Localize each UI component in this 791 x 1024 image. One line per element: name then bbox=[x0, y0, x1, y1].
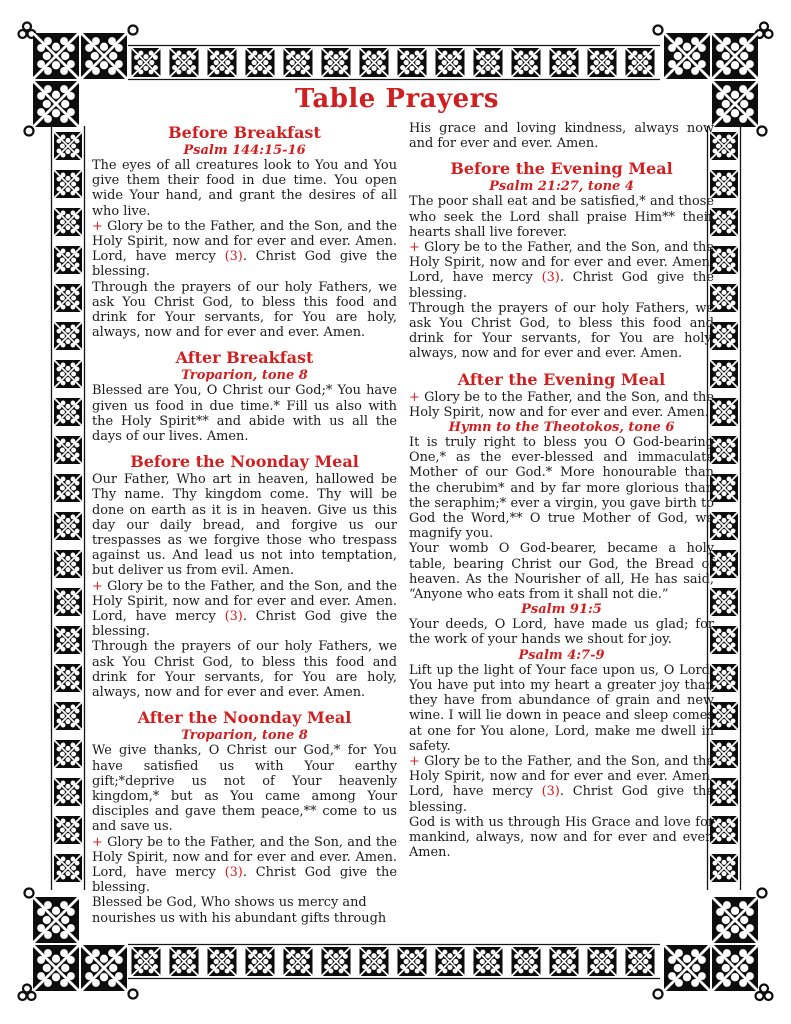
text-segment: Your deeds, O Lord, have made us glad; for the work of your hands we shout for joy. bbox=[409, 617, 714, 648]
red-text-segment: (3) bbox=[541, 270, 560, 286]
border-tile bbox=[132, 48, 161, 77]
border-tile bbox=[710, 208, 738, 236]
text-segment: Blessed are You, O Christ our God;* You have given us food in due time.* Fill us also with the Holy Spirit** and abide with us all the days of our lives. Amen. bbox=[92, 383, 397, 445]
section-subheading: Psalm 21:27, tone 4 bbox=[489, 179, 634, 195]
red-text-segment: + bbox=[409, 240, 425, 256]
border-tile bbox=[360, 48, 389, 77]
border-tile bbox=[550, 947, 579, 976]
border-tile bbox=[436, 48, 465, 77]
border-tile bbox=[81, 33, 127, 79]
border-tile bbox=[710, 398, 738, 426]
border-tile bbox=[710, 512, 738, 540]
border-tile bbox=[710, 132, 738, 160]
text-segment: The eyes of all creatures look to You and You give them their food in due time. You open wide Your hand, and grant the desires of all who live. bbox=[92, 158, 397, 219]
border-tile bbox=[208, 48, 237, 77]
text-segment: Your womb O God-bearer, became a holy table, bearing Christ our God, the Bread of heaven. As the Nourisher of all, He has said, “Anyone who eats from it shall not die.” bbox=[409, 541, 714, 603]
border-tile bbox=[284, 947, 313, 976]
text-segment: We give thanks, O Christ our God,* for You have satisfied us with Your earthy gift;*deprive us not of Your heavenly kingdom,* but as You came among Your disciples and gave them peace,** come to us and save us. bbox=[92, 743, 397, 835]
section-heading: After Breakfast bbox=[175, 348, 314, 368]
border-tile bbox=[54, 550, 82, 578]
text-segment: . Christ God give the blessing. bbox=[92, 864, 397, 896]
border-tile bbox=[710, 626, 738, 654]
section-heading: Before Breakfast bbox=[168, 123, 321, 142]
border-tile bbox=[710, 436, 738, 464]
prayer-paragraph bbox=[409, 301, 714, 362]
border-tile bbox=[712, 945, 758, 991]
border-tile bbox=[132, 947, 161, 976]
border-tile bbox=[54, 398, 82, 426]
border-tile bbox=[33, 81, 79, 127]
text-segment: Glory be to the Father, and the Son, and the Holy Spirit, now and for ever and ever. Amen. Lord, have mercy bbox=[92, 218, 397, 265]
border-tile bbox=[54, 626, 82, 654]
border-tile bbox=[710, 816, 738, 844]
red-text-segment: + bbox=[92, 834, 108, 850]
border-tile bbox=[54, 246, 82, 274]
prayer-paragraph bbox=[409, 754, 714, 815]
border-tile bbox=[170, 947, 199, 976]
prayer-paragraph bbox=[92, 472, 397, 578]
border-tile bbox=[626, 48, 655, 77]
border-tile bbox=[710, 702, 738, 730]
border-tile bbox=[512, 48, 541, 77]
prayer-paragraph bbox=[409, 617, 714, 647]
border-tile bbox=[54, 284, 82, 312]
text-segment: It is truly right to bless you O God-bearing One,* as the ever-blessed and immaculate Mother of our God.* More honourable than the cherubim* and by far more glorious than the seraphim;* ever a virgin, you gave birth to God the Word,** O true Mother of God, we magnify you. bbox=[409, 435, 714, 542]
border-tile bbox=[54, 702, 82, 730]
red-text-segment: (3) bbox=[224, 864, 243, 880]
prayer-paragraph bbox=[409, 541, 714, 602]
border-tile bbox=[398, 48, 427, 77]
border-tile bbox=[54, 208, 82, 236]
section-heading: Before the Evening Meal bbox=[450, 159, 673, 179]
prayer-paragraph bbox=[92, 383, 397, 444]
column-right bbox=[409, 121, 714, 926]
prayer-paragraph bbox=[92, 579, 397, 640]
border-tile bbox=[170, 48, 199, 77]
section-subheading: Psalm 91:5 bbox=[521, 602, 602, 618]
text-segment: . Christ God give the blessing. bbox=[92, 249, 397, 280]
red-text-segment: + bbox=[409, 753, 425, 769]
prayer-paragraph bbox=[92, 835, 397, 896]
text-segment: Glory be to the Father, and the Son, and the Holy Spirit, now and for ever and ever. Amen. Lord, have mercy bbox=[92, 834, 397, 880]
text-segment: Blessed be God, Who shows us mercy and nourishes us with his abundant gifts through bbox=[92, 895, 387, 926]
red-text-segment: (3) bbox=[224, 249, 243, 265]
border-tile bbox=[712, 33, 758, 79]
border-tile bbox=[712, 81, 758, 127]
border-tile bbox=[712, 897, 758, 943]
border-tile bbox=[664, 33, 710, 79]
prayer-paragraph bbox=[409, 435, 714, 541]
section-subheading: Psalm 144:15-16 bbox=[183, 143, 306, 158]
border-tile bbox=[710, 740, 738, 768]
section-subheading: Hymn to the Theotokos, tone 6 bbox=[448, 420, 675, 436]
border-tile bbox=[710, 474, 738, 502]
border-tile bbox=[54, 360, 82, 388]
border-tile bbox=[33, 945, 79, 991]
prayer-paragraph bbox=[409, 815, 714, 861]
text-segment: Through the prayers of our holy Fathers, we ask You Christ God, to bless this food and drink for Your servants, for You are holy, always, now and for ever and ever. Amen. bbox=[92, 279, 397, 341]
prayer-columns bbox=[92, 121, 714, 926]
border-tile bbox=[33, 33, 79, 79]
section-heading: After the Evening Meal bbox=[457, 369, 666, 389]
text-segment: Our Father, Who art in heaven, hallowed be Thy name. Thy kingdom come. Thy will be done on earth as it is in heaven. Give us this day our daily bread, and forgive us our trespasses as we forgive those who trespass against us. And lead us not into temptation, but deliver us from evil. Amen. bbox=[92, 472, 397, 579]
text-segment: Glory be to the Father, and the Son, and the Holy Spirit, now and for ever and ever. Amen. Lord, have mercy bbox=[409, 753, 714, 800]
border-tile bbox=[550, 48, 579, 77]
border-tile bbox=[322, 947, 351, 976]
text-segment: Glory be to the Father, and the Son, and the Holy Spirit, now and for ever and ever. Amen. Lord, have mercy bbox=[409, 240, 714, 286]
border-tile bbox=[710, 170, 738, 198]
border-tile bbox=[710, 550, 738, 578]
border-tile bbox=[436, 947, 465, 976]
prayer-paragraph bbox=[92, 280, 397, 341]
text-segment: Through the prayers of our holy Fathers, we ask You Christ God, to bless this food and drink for Your servants, for You are holy, always, now and for ever and ever. Amen. bbox=[409, 300, 714, 362]
red-text-segment: + bbox=[92, 578, 108, 594]
prayer-paragraph bbox=[409, 390, 714, 420]
red-text-segment: + bbox=[409, 389, 425, 405]
border-tile bbox=[54, 436, 82, 464]
text-segment: The poor shall eat and be satisfied,* and those who seek the Lord shall praise Him** their hearts shall live forever. bbox=[409, 194, 714, 240]
red-text-segment: + bbox=[92, 218, 108, 234]
border-tile bbox=[54, 474, 82, 502]
text-segment: God is with us through His Grace and love for mankind, always, now and for ever and ever. Amen. bbox=[409, 814, 714, 861]
prayer-paragraph bbox=[92, 158, 397, 219]
text-segment: . Christ God give the blessing. bbox=[409, 270, 714, 301]
section-heading: Before the Noonday Meal bbox=[130, 452, 359, 472]
red-text-segment: (3) bbox=[224, 609, 243, 625]
text-segment: . Christ God give the blessing. bbox=[92, 609, 397, 640]
border-tile bbox=[626, 947, 655, 976]
prayer-paragraph bbox=[409, 121, 714, 151]
border-tile bbox=[664, 945, 710, 991]
prayer-paragraph bbox=[409, 194, 714, 240]
border-tile bbox=[398, 947, 427, 976]
prayer-paragraph bbox=[92, 895, 397, 925]
border-tile bbox=[474, 48, 503, 77]
border-tile bbox=[710, 284, 738, 312]
prayer-paragraph bbox=[92, 219, 397, 280]
text-segment: . Christ God give the blessing. bbox=[409, 784, 714, 815]
border-tile bbox=[54, 816, 82, 844]
border-tile bbox=[710, 664, 738, 692]
border-tile bbox=[710, 854, 738, 882]
border-tile bbox=[54, 132, 82, 160]
section-heading: After the Noonday Meal bbox=[137, 708, 352, 728]
border-tile bbox=[588, 48, 617, 77]
border-tile bbox=[81, 945, 127, 991]
text-segment: His grace and loving kindness, always now and for ever and ever. Amen. bbox=[409, 121, 714, 152]
border-tile bbox=[54, 778, 82, 806]
border-tile bbox=[208, 947, 237, 976]
border-tile bbox=[54, 740, 82, 768]
border-tile bbox=[284, 48, 313, 77]
section-subheading: Troparion, tone 8 bbox=[181, 368, 308, 384]
border-tile bbox=[246, 48, 275, 77]
prayer-paragraph bbox=[409, 240, 714, 301]
border-tile bbox=[360, 947, 389, 976]
border-tile bbox=[474, 947, 503, 976]
border-tile bbox=[54, 322, 82, 350]
prayer-paragraph bbox=[92, 639, 397, 700]
red-text-segment: (3) bbox=[541, 784, 560, 800]
border-tile bbox=[54, 588, 82, 616]
border-tile bbox=[710, 322, 738, 350]
border-tile bbox=[710, 778, 738, 806]
border-tile bbox=[322, 48, 351, 77]
border-tile bbox=[246, 947, 275, 976]
prayer-paragraph bbox=[409, 663, 714, 754]
page-title: Table Prayers bbox=[295, 84, 499, 114]
border-tile bbox=[54, 512, 82, 540]
column-left bbox=[92, 121, 397, 926]
border-tile bbox=[710, 246, 738, 274]
text-segment: Glory be to the Father, and the Son, and the Holy Spirit, now and for ever and ever. Amen. Lord, have mercy bbox=[92, 578, 397, 625]
border-tile bbox=[588, 947, 617, 976]
text-segment: Lift up the light of Your face upon us, O Lord. You have put into my heart a greater joy than they have from abundance of grain and new wine. I will lie down in peace and sleep comes at one for You alone, Lord, make me dwell in safety. bbox=[409, 662, 714, 754]
border-tile bbox=[54, 170, 82, 198]
border-tile bbox=[54, 664, 82, 692]
text-segment: Through the prayers of our holy Fathers, we ask You Christ God, to bless this food and drink for Your servants, for You are holy, always, now and for ever and ever. Amen. bbox=[92, 639, 397, 701]
border-tile bbox=[512, 947, 541, 976]
border-tile bbox=[710, 360, 738, 388]
text-segment: Glory be to the Father, and the Son, and the Holy Spirit, now and for ever and ever. Amen. bbox=[409, 389, 714, 420]
prayer-paragraph bbox=[92, 743, 397, 834]
border-tile bbox=[54, 854, 82, 882]
border-tile bbox=[710, 588, 738, 616]
border-tile bbox=[33, 897, 79, 943]
section-subheading: Troparion, tone 8 bbox=[181, 728, 308, 744]
section-subheading: Psalm 4:7-9 bbox=[518, 647, 605, 663]
